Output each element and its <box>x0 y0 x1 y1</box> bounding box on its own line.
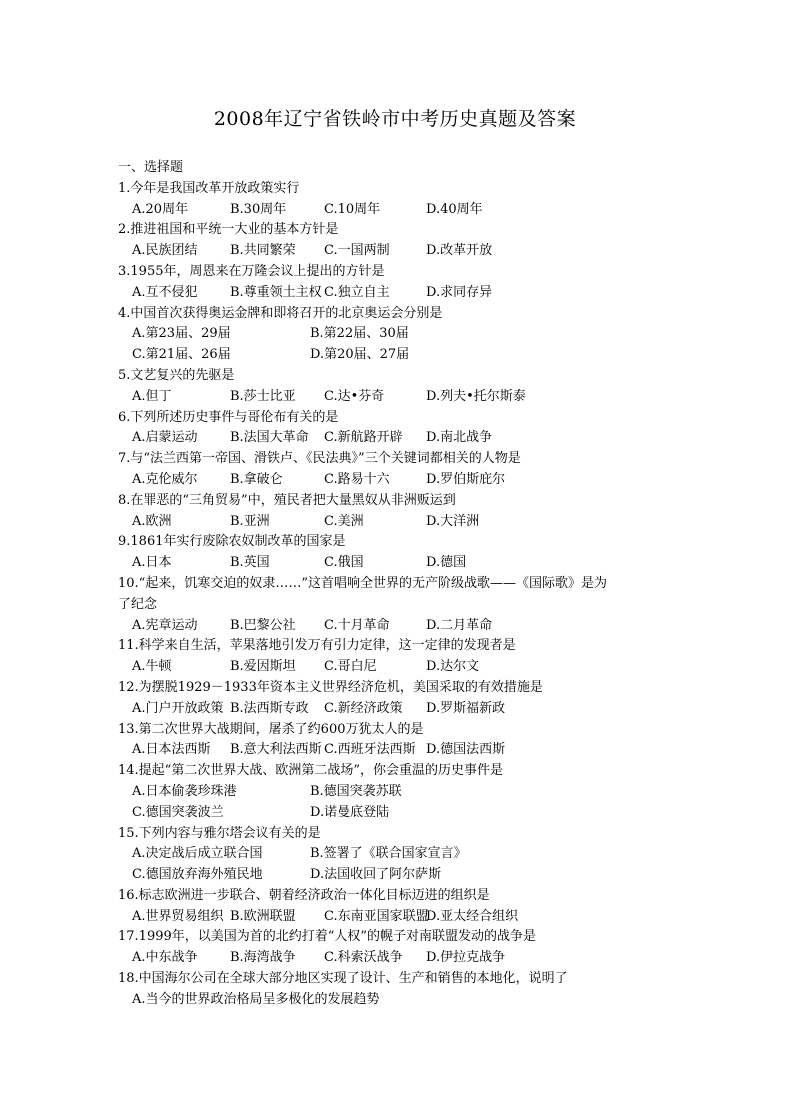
option-row <box>118 948 678 969</box>
answer-option: B.德国突袭苏联 <box>310 783 402 799</box>
document-title: 2008年辽宁省铁岭市中考历史真题及答案 <box>213 108 577 130</box>
answer-option: A.日本 <box>132 555 172 571</box>
answer-option: B.第22届、30届 <box>310 326 409 342</box>
answer-option: A.日本法西斯 <box>132 742 211 758</box>
answer-option: A.启蒙运动 <box>132 430 198 446</box>
option-row <box>118 699 678 720</box>
answer-option: B.英国 <box>230 555 270 571</box>
question-stem: 18.中国海尔公司在全球大部分地区实现了设计、生产和销售的本地化，说明了 <box>118 971 568 987</box>
answer-option: B.爱因斯坦 <box>230 659 296 675</box>
question-stem: 2.推进祖国和平统一大业的基本方针是 <box>118 222 339 238</box>
question-stem: 3.1955年，周恩来在万隆会议上提出的方针是 <box>118 263 385 279</box>
option-row <box>118 324 678 345</box>
answer-option: D.二月革命 <box>426 617 493 633</box>
option-row <box>118 200 678 221</box>
answer-option: C.第21届、26届 <box>132 347 231 363</box>
option-row <box>118 740 678 761</box>
question-stem: 5.文艺复兴的先驱是 <box>118 367 235 383</box>
answer-option: A.当今的世界政治格局呈多极化的发展趋势 <box>132 991 380 1007</box>
option-row <box>118 865 678 886</box>
answer-option: C.达•芬奇 <box>324 388 385 404</box>
answer-option: C.路易十六 <box>324 471 390 487</box>
answer-option: A.门户开放政策 <box>132 700 224 716</box>
question-stem: 7.与“法兰西第一帝国、滑铁卢、《民法典》”三个关键词都相关的人物是 <box>118 451 521 467</box>
answer-option: A.克伦威尔 <box>132 471 198 487</box>
answer-option: D.达尔文 <box>426 659 480 675</box>
answer-option: C.哥白尼 <box>324 659 377 675</box>
answer-option: D.南北战争 <box>426 430 493 446</box>
question-list <box>118 158 678 1011</box>
question-stem: 9.1861年实行废除农奴制改革的国家是 <box>118 534 346 550</box>
answer-option: A.欧洲 <box>132 513 172 529</box>
question-stem: 14.提起“第二次世界大战、欧洲第二战场”，你会重温的历史事件是 <box>118 763 503 779</box>
option-row <box>118 616 678 637</box>
answer-option: D.罗伯斯庇尔 <box>426 471 506 487</box>
answer-option: C.德国突袭波兰 <box>132 804 224 820</box>
answer-option: D.德国法西斯 <box>426 742 506 758</box>
answer-option: C.一国两制 <box>324 243 390 259</box>
answer-option: C.独立自主 <box>324 284 390 300</box>
answer-option: B.亚洲 <box>230 513 270 529</box>
answer-option: B.莎士比亚 <box>230 388 296 404</box>
question-stem: 11.科学来自生活，苹果落地引发万有引力定律，这一定律的发现者是 <box>118 638 516 654</box>
answer-option: D.大洋洲 <box>426 513 480 529</box>
option-row <box>118 345 678 366</box>
answer-option: D.罗斯福新政 <box>426 700 506 716</box>
answer-option: C.10周年 <box>324 201 381 217</box>
answer-option: C.新航路开辟 <box>324 430 403 446</box>
answer-option: B.共同繁荣 <box>230 243 296 259</box>
answer-option: B.欧洲联盟 <box>230 908 296 924</box>
answer-option: D.德国 <box>426 555 467 571</box>
option-row <box>118 803 678 824</box>
answer-option: B.法西斯专政 <box>230 700 309 716</box>
option-row <box>118 657 678 678</box>
option-row <box>118 283 678 304</box>
answer-option: A.互不侵犯 <box>132 284 198 300</box>
answer-option: D.第20届、27届 <box>310 347 410 363</box>
answer-option: B.签署了《联合国家宣言》 <box>310 846 467 862</box>
question-stem: 15.下列内容与雅尔塔会议有关的是 <box>118 825 321 841</box>
answer-option: D.法国收回了阿尔萨斯 <box>310 867 442 883</box>
answer-option: B.30周年 <box>230 201 287 217</box>
question-stem: 1.今年是我国改革开放政策实行 <box>118 180 300 196</box>
answer-option: A.20周年 <box>132 201 189 217</box>
answer-option: C.美洲 <box>324 513 364 529</box>
question-stem: 16.标志欧洲进一步联合、朝着经济政治一体化目标迈进的组织是 <box>118 887 490 903</box>
option-row <box>118 907 678 928</box>
question-stem: 17.1999年，以美国为首的北约打着“人权”的幌子对南联盟发动的战争是 <box>118 929 537 945</box>
option-row <box>118 428 678 449</box>
option-row <box>118 387 678 408</box>
answer-option: A.第23届、29届 <box>132 326 231 342</box>
answer-option: D.伊拉克战争 <box>426 950 506 966</box>
answer-option: C.德国放弃海外殖民地 <box>132 867 263 883</box>
option-row <box>118 241 678 262</box>
answer-option: C.西班牙法西斯 <box>324 742 416 758</box>
answer-option: D.诺曼底登陆 <box>310 804 390 820</box>
option-row <box>118 844 678 865</box>
answer-option: A.宪章运动 <box>132 617 198 633</box>
answer-option: D.改革开放 <box>426 243 493 259</box>
answer-option: A.民族团结 <box>132 243 198 259</box>
answer-option: B.海湾战争 <box>230 950 296 966</box>
question-stem: 4.中国首次获得奥运金牌和即将召开的北京奥运会分别是 <box>118 305 443 321</box>
answer-option: A.世界贸易组织 <box>132 908 224 924</box>
answer-option: C.新经济政策 <box>324 700 403 716</box>
option-row <box>118 470 678 491</box>
answer-option: C.东南亚国家联盟 <box>324 908 429 924</box>
answer-option: C.科索沃战争 <box>324 950 403 966</box>
answer-option: A.日本偷袭珍珠港 <box>132 783 237 799</box>
answer-option: B.拿破仑 <box>230 471 283 487</box>
answer-option: B.尊重领土主权 <box>230 284 322 300</box>
answer-option: B.法国大革命 <box>230 430 309 446</box>
question-stem: 6.下列所述历史事件与哥伦布有关的是 <box>118 409 339 425</box>
question-stem: 10.“起来，饥寒交迫的奴隶……”这首唱响全世界的无产阶级战歌——《国际歌》是为 <box>118 575 607 591</box>
option-row <box>118 553 678 574</box>
option-row <box>118 512 678 533</box>
answer-option: C.俄国 <box>324 555 364 571</box>
answer-option: D.亚太经合组织 <box>426 908 519 924</box>
answer-option: D.求同存异 <box>426 284 493 300</box>
answer-option: B.巴黎公社 <box>230 617 296 633</box>
option-row <box>118 782 678 803</box>
answer-option: D.40周年 <box>426 201 483 217</box>
section-heading: 一、选择题 <box>118 160 184 175</box>
answer-option: D.列夫•托尔斯泰 <box>426 388 526 404</box>
answer-option: A.但丁 <box>132 388 172 404</box>
answer-option: B.意大利法西斯 <box>230 742 322 758</box>
question-stem: 13.第二次世界大战期间，屠杀了约600万犹太人的是 <box>118 721 424 737</box>
option-row <box>118 990 678 1011</box>
answer-option: C.十月革命 <box>324 617 390 633</box>
question-stem-continued: 了纪念 <box>118 596 158 612</box>
question-stem: 12.为摆脱1929－1933年资本主义世界经济危机，美国采取的有效措施是 <box>118 679 543 695</box>
answer-option: A.决定战后成立联合国 <box>132 846 263 862</box>
answer-option: A.牛顿 <box>132 659 172 675</box>
question-stem: 8.在罪恶的“三角贸易”中，殖民者把大量黑奴从非洲贩运到 <box>118 492 456 508</box>
answer-option: A.中东战争 <box>132 950 198 966</box>
